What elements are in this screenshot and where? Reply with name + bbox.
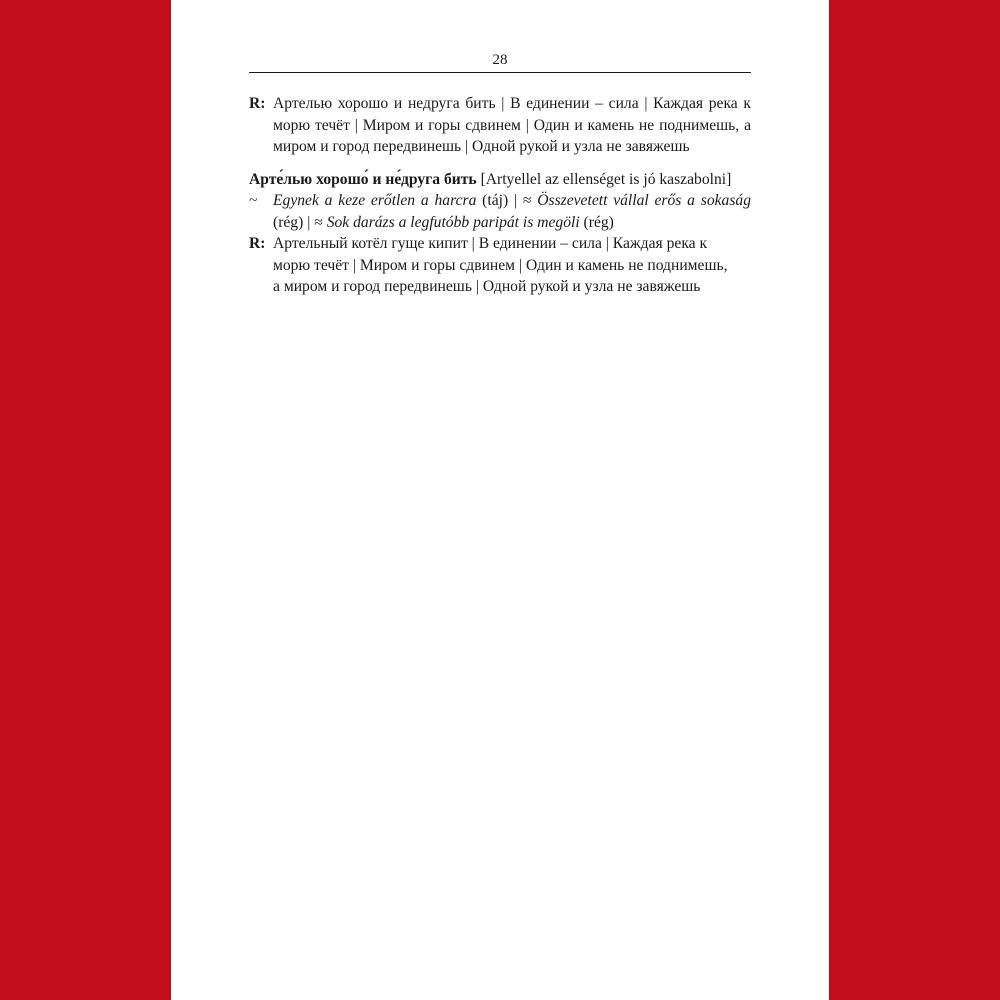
page-body	[249, 93, 751, 298]
hungarian-proverb-1: Egynek a keze erőtlen a harcra	[273, 192, 477, 209]
entry-russian-marker: R:	[249, 235, 266, 252]
hungarian-note-2: (rég) | ≈	[273, 213, 327, 231]
page-number: 28	[492, 52, 508, 68]
entry-russian-text	[273, 233, 751, 298]
proverb-entry	[249, 169, 751, 298]
entry-heading	[249, 169, 751, 191]
book-page	[171, 0, 829, 1000]
equivalent-marker: ~	[249, 192, 258, 209]
entry-headword: Арте́лью хорошо́ и не́друга бить	[249, 170, 477, 188]
russian-equivalents-text: Артелью хорошо и недруга бить | В единении – сила | Каждая река к морю течёт | Миром и горы сдвинем | Один и камень не поднимешь, а миром и город передвинешь | Одной рукой и узла не завяжешь	[273, 95, 751, 155]
hungarian-note-3: (rég)	[579, 213, 614, 231]
entry-translation: [Artyellel az ellenséget is jó kaszabolni]	[480, 170, 732, 188]
entry-russian-line: морю течёт | Миром и горы сдвинем | Один и камень не поднимешь,	[273, 256, 728, 274]
entry-russian-line: Артельный котёл гуще кипит | В единении – сила | Каждая река к	[273, 235, 708, 252]
entry-russian-line: а миром и город передвинешь | Одной рукой и узла не завяжешь	[273, 278, 701, 295]
header-rule	[249, 72, 751, 73]
hungarian-note-1: (táj) | ≈	[476, 192, 538, 209]
russian-marker: R:	[249, 95, 266, 112]
russian-equivalents-block	[249, 93, 751, 158]
entry-russian-block	[249, 233, 751, 298]
hungarian-proverb-2: Összevetett vállal erős a sokaság	[537, 192, 752, 209]
hungarian-proverb-3: Sok darázs a legfutóbb paripát is megöli	[326, 213, 580, 231]
hungarian-equivalents-text	[273, 190, 751, 233]
hungarian-equivalents-block	[249, 190, 751, 233]
